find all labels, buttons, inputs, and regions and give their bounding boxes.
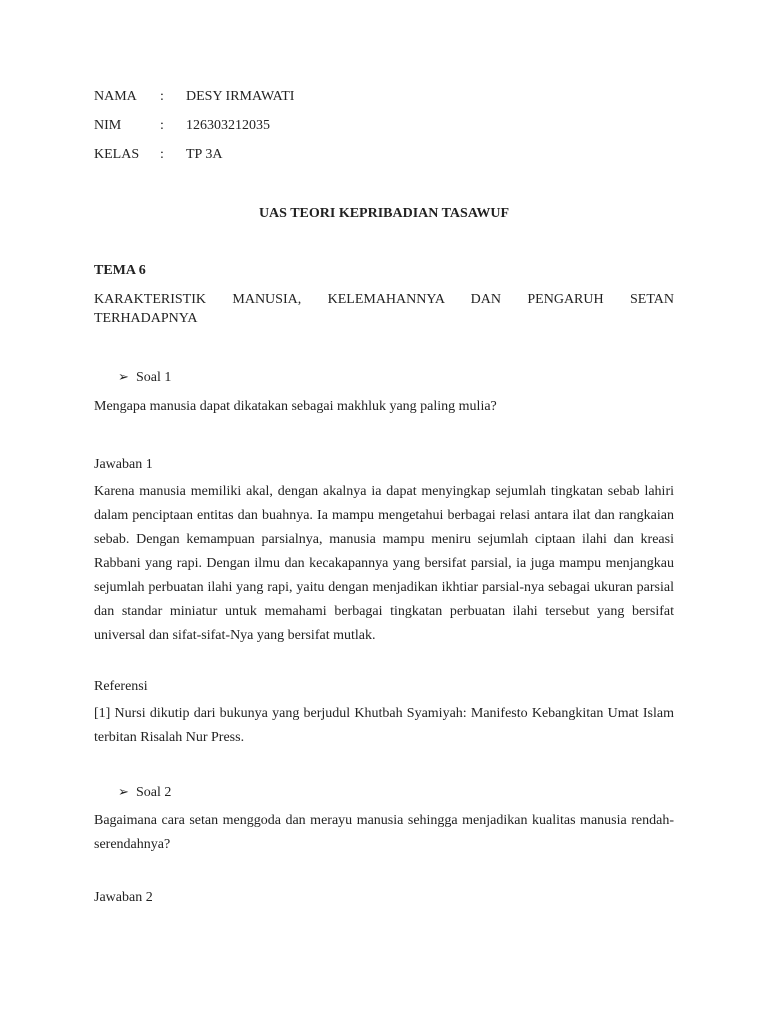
theme-topic-line2: TERHADAPNYA — [94, 311, 198, 326]
nim-label: NIM — [94, 118, 122, 133]
arrow-bullet-icon: ➢ — [118, 369, 129, 384]
arrow-bullet-icon: ➢ — [118, 784, 129, 799]
question-1-text: Mengapa manusia dapat dikatakan sebagai makhluk yang paling mulia? — [94, 399, 497, 414]
theme-label: TEMA 6 — [94, 263, 146, 278]
reference-text: [1] Nursi dikutip dari bukunya yang berjudul Khutbah Syamiyah: Manifesto Kebangkitan Umat Islam terbitan Risalah Nur Press. — [94, 706, 674, 745]
answer-1-text: Karena manusia memiliki akal, dengan akalnya ia dapat menyingkap sejumlah tingkatan sebab lahiri dalam penciptaan entitas dan buahnya. Ia mampu mengetahui berbagai relasi antara ilat dan rangkaian sebab. Dengan kemampuan parsialnya, manusia mampu meniru sejumlah ciptaan ilahi dan kreasi Rabbani yang rapi. Dengan ilmu dan kecakapannya yang bersifat parsial, ia juga mampu menjangkau sejumlah perbuatan ilahi yang rapi, yaitu dengan menjadikan ikhtiar parsial-nya sebagai ukuran parsial dan standar miniatur untuk memahami berbagai tingkatan perbuatan ilahi tersebut yang bersifat universal dan sifat-sifat-Nya yang bersifat mutlak. — [94, 484, 674, 643]
reference-label: Referensi — [94, 679, 148, 694]
answer-1-label: Jawaban 1 — [94, 457, 153, 472]
name-separator: : — [160, 89, 164, 104]
class-label: KELAS — [94, 147, 140, 162]
theme-topic-line1: KARAKTERISTIK MANUSIA, KELEMAHANNYA DAN PENGARUH SETAN — [94, 292, 674, 307]
question-1-label: Soal 1 — [136, 370, 172, 385]
nim-value: 126303212035 — [186, 118, 270, 133]
name-label: NAMA — [94, 89, 137, 104]
nim-separator: : — [160, 118, 164, 133]
answer-2-label: Jawaban 2 — [94, 890, 153, 905]
question-2-text: Bagaimana cara setan menggoda dan merayu manusia sehingga menjadikan kualitas manusia rendah-serendahnya? — [94, 813, 674, 852]
class-value: TP 3A — [186, 147, 223, 162]
document-title: UAS TEORI KEPRIBADIAN TASAWUF — [258, 206, 510, 221]
question-2-label: Soal 2 — [136, 785, 172, 800]
name-value: DESY IRMAWATI — [186, 89, 295, 104]
question-1-heading — [118, 367, 171, 388]
question-2-heading — [118, 782, 171, 803]
class-separator: : — [160, 147, 164, 162]
